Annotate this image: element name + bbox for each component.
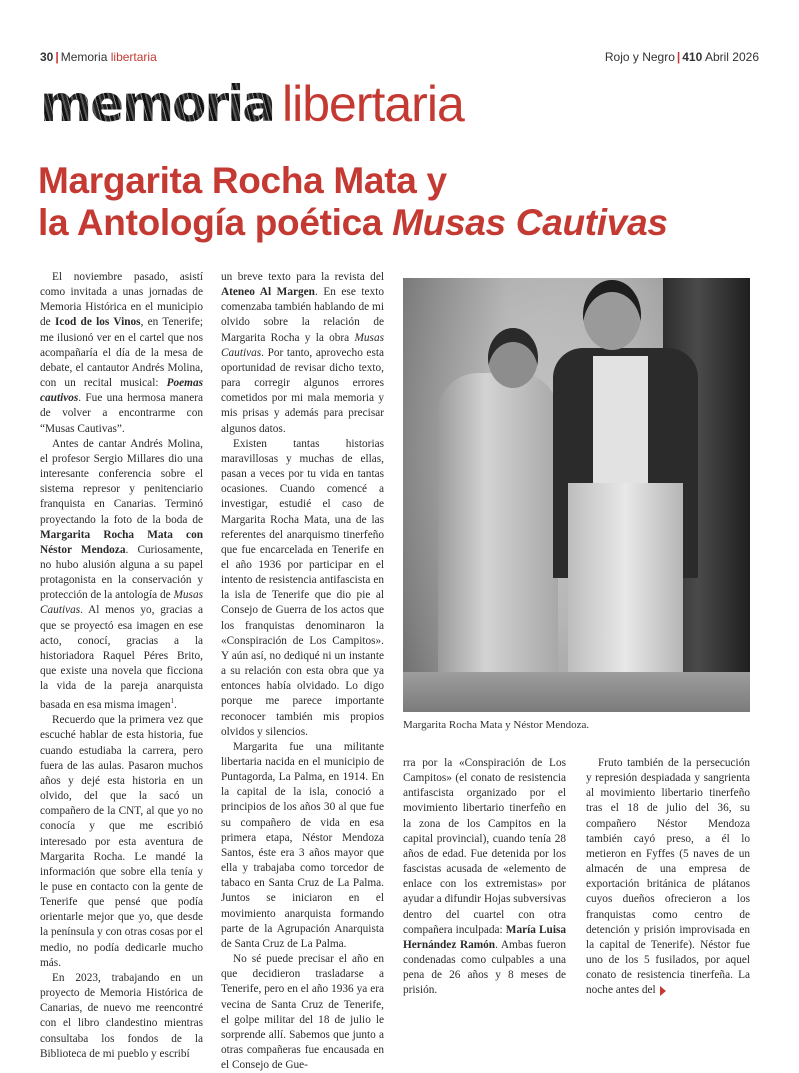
text-run: No sé puede precisar el año en que decidieron trasladarse a Tenerife, pero en el año 1936 ya era vecina de Santa Cruz de Tenerife, el golpe militar del 18 de julio le sorprende allí. Sabemos que junto a otras compañeras fue encausada en el Consejo de Gue- — [221, 953, 384, 1072]
page-number: 30 — [40, 50, 54, 64]
text-run: Antes de cantar Andrés Molina, el profesor Sergio Millares dio una interesante conferencia sobre el sistema represor y penitenciario franquista en Canarias. Terminó proyectando la foto de la boda de — [40, 437, 203, 526]
emphasis-text: María Luisa Hernández Ramón — [403, 923, 566, 951]
title-line-1: Margarita Rocha Mata y — [38, 160, 447, 201]
divider: | — [55, 50, 59, 64]
title-italic: Musas Cautivas — [392, 202, 668, 243]
divider: | — [676, 50, 681, 64]
text-run: El noviembre pasado, asistí como invitada a unas jornadas de Memoria Histórica en el municipio de — [40, 271, 203, 329]
emphasis-text: Margarita Rocha Mata con Néstor Mendoza — [40, 528, 203, 556]
section-name: Memoria — [60, 50, 108, 64]
section-name-accent: libertaria — [110, 50, 157, 64]
text-run: . Al menos yo, gracias a que se proyectó esa imagen en ese acto, conocí, gracias a la historiadora Raquel Péres Brito, que existe una novela que ficciona la vida de la pareja anarquista basada en esa misma imagen — [40, 604, 203, 712]
text-run: . Curiosamente, no hubo alusión alguna a su papel protagonista en la conservación y protección de la antología de — [40, 543, 204, 602]
text-run: . Ambas fueron condenadas como culpables a una pena de 26 años y 8 meses de prisión. — [403, 938, 566, 997]
text-run: , en Tenerife; me ilusionó ver en el cartel que nos acompañaría el día de la mesa de debate, el cantautor Andrés Molina, con un recital musical: — [40, 316, 203, 390]
running-header-left — [40, 50, 157, 64]
issue-number: 410 — [682, 50, 703, 64]
text-column-3 — [403, 756, 566, 999]
paragraph — [221, 740, 384, 952]
paragraph — [403, 756, 566, 999]
text-run: . En ese texto comenzaba también hablando de mi olvido sobre la relación de Margarita Rocha y la obra — [221, 286, 384, 344]
text-run: . — [174, 699, 177, 712]
text-run: Recuerdo que la primera vez que escuché hablar de esta historia, fue cuando estudiaba la carrera, pero fuera de las aulas. Pasaron muchos años y dejé esta historia en un olvido, del que la sacó un compañero de la CNT, al que yo no conocía y que me escribió interesado por esta aventura de Margarita Rocha. Le mandé la información que sobre ella tenía y le puse en contacto con la gente de Tenerife que pensé que podía orientarle mejor que yo, que desde la península y con otras cosas por el medio, no podía dedicarle mucho más. — [40, 714, 203, 969]
photo-caption: Margarita Rocha Mata y Néstor Mendoza. — [403, 719, 590, 731]
paragraph — [40, 971, 203, 1062]
text-run: . Por tanto, aprovecho esta oportunidad de revisar dicho texto, para corregir algunos errores cometidos por mi mala memoria y mis prisas y además para precisar algunos datos. — [221, 346, 384, 435]
paragraph — [40, 437, 203, 714]
paragraph — [221, 437, 384, 740]
paragraph — [40, 713, 203, 971]
article-photo — [403, 278, 750, 712]
text-run: un breve texto para la revista del — [221, 271, 384, 283]
issue-date: Abril 2026 — [704, 50, 759, 64]
text-column-2 — [221, 270, 384, 1073]
continue-arrow-icon — [660, 986, 666, 996]
paragraph — [586, 756, 750, 999]
text-run: . Fue una hermosa manera de volver a encontrarme con “Musas Cautivas”. — [40, 392, 203, 435]
footnote-ref: 1 — [170, 697, 174, 706]
text-column-4 — [586, 756, 750, 999]
title-line-2: la Antología poética — [38, 202, 383, 243]
paragraph — [221, 952, 384, 1073]
logo-libertaria: libertaria — [282, 76, 464, 132]
running-header-right — [605, 50, 759, 64]
text-column-1 — [40, 270, 203, 1062]
text-run: rra por la «Conspiración de Los Campitos» (el conato de resistencia antifascista organizado por el movimiento libertario tinerfeño en la zona de los Campitos en la capital provincial), cuando tenía 28 años de edad. Fue detenida por los fascistas acusada de «elemento de enlace con los extremistas» por ayudar a difundir Hojas subversivas dentro del cuartel con otra compañera inculpada: — [403, 757, 566, 936]
text-run: En 2023, trabajando en un proyecto de Memoria Histórica de Canarias, de nuevo me reencontré con el libro clandestino mientras consultaba los fondos de la Biblioteca de mi pueblo y escribí — [40, 971, 203, 1060]
paragraph — [221, 270, 384, 437]
emphasis-text: Musas Cautivas — [40, 589, 203, 617]
text-run: Margarita fue una militante libertaria nacida en el municipio de Puntagorda, La Palma, en 1914. En la capital de la isla, conoció a principios de los años 30 al que fue su compañero de vida en esa primera etapa, Néstor Mendoza Santos, éste era 3 años mayor que ella y trabajaba como torcedor de tabaco en Santa Cruz de La Palma. Juntos se iniciaron en el movimiento anarquista formando parte de la Agrupación Anarquista de Santa Cruz de La Palma. — [221, 740, 384, 950]
paragraph — [40, 270, 203, 437]
logo-memoria: memoria — [40, 75, 274, 133]
section-logo — [40, 74, 464, 134]
article-title — [38, 160, 668, 244]
emphasis-text: Poemas cautivos — [40, 377, 203, 405]
publication-name: Rojo y Negro — [604, 50, 675, 64]
emphasis-text: Ateneo Al Margen — [221, 286, 315, 299]
text-run: Fruto también de la persecución y represión despiadada y sangrienta al movimiento libertario tinerfeño tras el 18 de julio del 36, su compañero Néstor Mendoza también cayó preso, a él lo metieron en Fyffes (5 naves de un almacén de una empresa de exportación británica de plátanos cuyos dueños ofrecieron a los franquistas como centro de detención y prisión improvisada en la capital de Tenerife). Néstor fue uno de los 5 fusilados, por aquel conato de resistencia tinerfeña. La noche antes del — [586, 757, 750, 997]
text-run: Existen tantas historias maravillosas y muchas de ellas, pasan a veces por tu vida en tantas ocasiones. Cuando comencé a investigar, estudié el caso de Margarita Rocha Mata, una de las referentes del anarquismo tinerfeño que fue encarcelada en Tenerife en el año 1936 por participar en el intento de resistencia antifascista en la isla de Tenerife que dio pie al Consejo de Guerra de los actos que los franquistas denominaron la «Conspiración de Los Campitos». Y aún así, no dediqué ni un instante a su relación con esta obra que ya entonces había olvidado. Lo digo porque me parece importante reconocer también mis propios olvidos y silencios. — [221, 437, 384, 738]
emphasis-text: Icod de los Vinos — [54, 316, 141, 329]
emphasis-text: Musas Cautivas — [221, 331, 384, 359]
